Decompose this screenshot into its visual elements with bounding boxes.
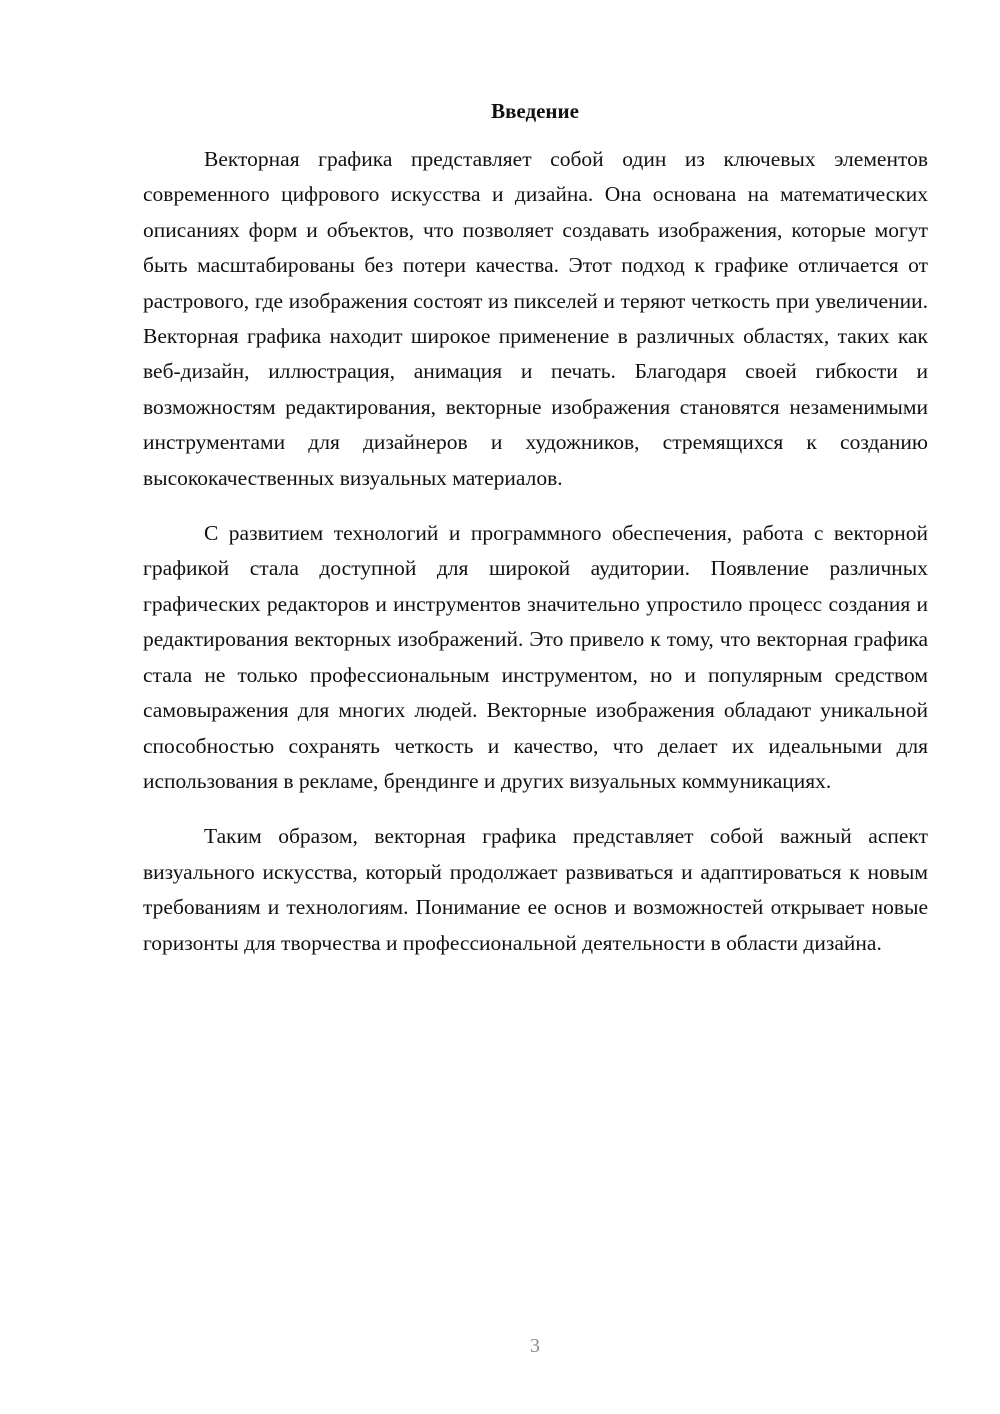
page-number: 3	[530, 1335, 540, 1357]
section-heading: Введение	[491, 99, 579, 123]
body-text	[143, 142, 928, 981]
paragraph-2: С развитием технологий и программного обеспечения, работа с векторной графикой стала доступной для широкой аудитории. Появление различных графических редакторов и инструментов значительно упростило процесс создания и редактирования векторных изображений. Это привело к тому, что векторная графика стала не только профессиональным инструментом, но и популярным средством самовыражения для многих людей. Векторные изображения обладают уникальной способностью сохранять четкость и качество, что делает их идеальными для использования в рекламе, брендинге и других визуальных коммуникациях.	[143, 521, 928, 793]
paragraph-3: Таким образом, векторная графика представляет собой важный аспект визуального искусства, который продолжает развиваться и адаптироваться к новым требованиям и технологиям. Понимание ее основ и возможностей открывает новые горизонты для творчества и профессиональной деятельности в области дизайна.	[143, 824, 928, 955]
paragraph-1: Векторная графика представляет собой один из ключевых элементов современного цифрового искусства и дизайна. Она основана на математических описаниях форм и объектов, что позволяет создавать изображения, которые могут быть масштабированы без потери качества. Этот подход к графике отличается от растрового, где изображения состоят из пикселей и теряют четкость при увеличении. Векторная графика находит широкое применение в различных областях, таких как веб-дизайн, иллюстрация, анимация и печать. Благодаря своей гибкости и возможностям редактирования, векторные изображения становятся незаменимыми инструментами для дизайнеров и художников, стремящихся к созданию высококачественных визуальных материалов.	[143, 147, 928, 490]
